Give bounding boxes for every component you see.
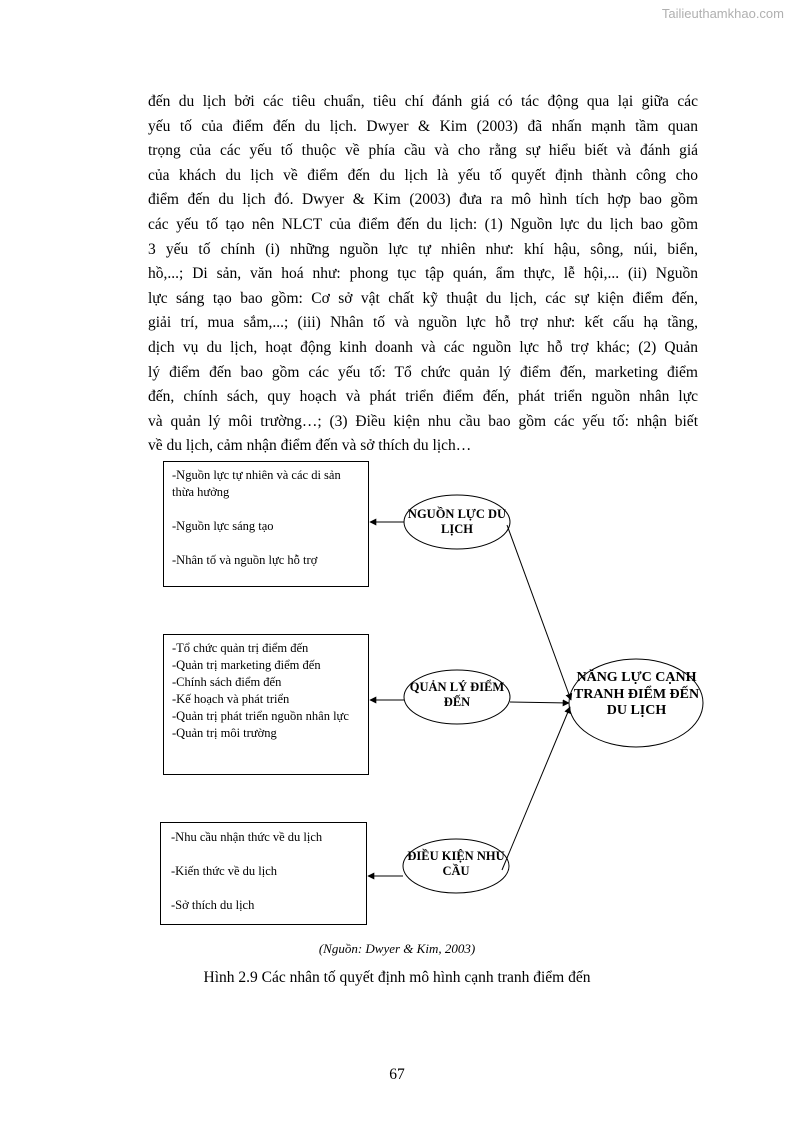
arrow-demand-to-competitiveness: [502, 707, 570, 870]
watermark: Tailieuthamkhao.com: [661, 6, 784, 21]
paragraph-line: dịch vụ du lịch, hoạt động kinh doanh và các nguồn lực hỗ trợ khác; (2) Quản: [148, 338, 698, 356]
box-resources-item: -Nguồn lực tự nhiên và các di sản thừa hưởng: [172, 468, 341, 499]
paragraph-line: lý điểm đến bao gồm các yếu tố: Tổ chức quản lý điểm đến, marketing điểm: [148, 363, 698, 381]
box-demand-item: -Nhu cầu nhận thức về du lịch: [171, 830, 323, 844]
node-demand-label: ĐIỀU KIỆN NHU CẦU: [407, 849, 505, 878]
paragraph-line: lực sáng tạo bao gồm: Cơ sở vật chất kỹ thuật du lịch, các sự kiện điểm đến,: [148, 289, 698, 307]
box-demand-item: -Kiến thức về du lịch: [171, 864, 278, 878]
paragraph-line: và quản lý môi trường…; (3) Điều kiện nhu cầu bao gồm các yếu tố: nhận biết: [148, 412, 698, 430]
arrow-management-to-competitiveness: [510, 702, 569, 703]
figure-source: (Nguồn: Dwyer & Kim, 2003): [318, 941, 476, 956]
paragraph-line: của khách du lịch về điểm đến du lịch là yếu tố quyết định thành công cho: [148, 166, 698, 184]
paragraph-line: đến du lịch bởi các tiêu chuẩn, tiêu chí đánh giá có tác động qua lại giữa các: [148, 93, 698, 110]
arrow-resources-to-competitiveness: [507, 525, 571, 700]
paragraph-line: 3 yếu tố chính (i) những nguồn lực tự nhiên như: khí hậu, sông, núi, biển,: [148, 240, 698, 258]
paragraph-line: về du lịch, cảm nhận điểm đến và sở thích du lịch…: [148, 437, 472, 455]
paragraph-line: yếu tố của điểm đến du lịch. Dwyer & Kim (2003) đã nhấn mạnh tầm quan: [148, 117, 698, 135]
node-competitiveness-label: NĂNG LỰC CẠNH TRANH ĐIỂM ĐẾN DU LỊCH: [573, 670, 700, 718]
box-management-item: -Quản trị môi trường: [172, 726, 277, 740]
figure-caption: Hình 2.9 Các nhân tố quyết định mô hình cạnh tranh điểm đến: [203, 969, 591, 986]
paragraph-line: giải trí, mua sắm,...; (iii) Nhân tố và nguồn lực hỗ trợ như: kết cấu hạ tầng,: [148, 314, 698, 332]
paragraph-line: các yếu tố tạo nên NLCT của điểm đến du lịch: (1) Nguồn lực du lịch bao gồm: [148, 215, 698, 233]
box-management-item: -Tổ chức quản trị điểm đến: [172, 641, 309, 655]
node-management-label: QUẢN LÝ ĐIỂM ĐẾN: [409, 680, 505, 709]
page-number: 67: [389, 1066, 405, 1083]
box-management-item: -Quản trị phát triển nguồn nhân lực: [172, 709, 349, 723]
management-factors-box: [163, 634, 369, 775]
paragraph-line: hồ,...; Di sản, văn hoá như: phong tục tập quán, ẩm thực, lễ hội,... (ii) Nguồn: [148, 265, 698, 283]
box-management-item: -Chính sách điểm đến: [172, 675, 282, 689]
node-resources-label: NGUỒN LỰC DU LỊCH: [407, 507, 507, 536]
paragraph-line: điểm đến du lịch đó. Dwyer & Kim (2003) đưa ra mô hình tích hợp bao gồm: [148, 191, 698, 209]
box-resources-item: -Nhân tố và nguồn lực hỗ trợ: [172, 553, 318, 567]
box-management-item: -Quản trị marketing điểm đến: [172, 658, 321, 672]
demand-factors-box: [160, 822, 367, 925]
resources-factors-box: [163, 461, 369, 587]
box-resources-item: -Nguồn lực sáng tạo: [172, 519, 274, 533]
paragraph-line: trọng của các yếu tố thuộc về phía cầu và cho rằng sự hiểu biết và đánh giá: [148, 142, 698, 160]
paragraph-line: đến, chính sách, quy hoạch và phát triển điểm đến, phát triển nguồn nhân lực: [148, 388, 698, 406]
box-management-item: -Kế hoạch và phát triển: [172, 692, 290, 706]
box-demand-item: -Sở thích du lịch: [171, 898, 255, 912]
